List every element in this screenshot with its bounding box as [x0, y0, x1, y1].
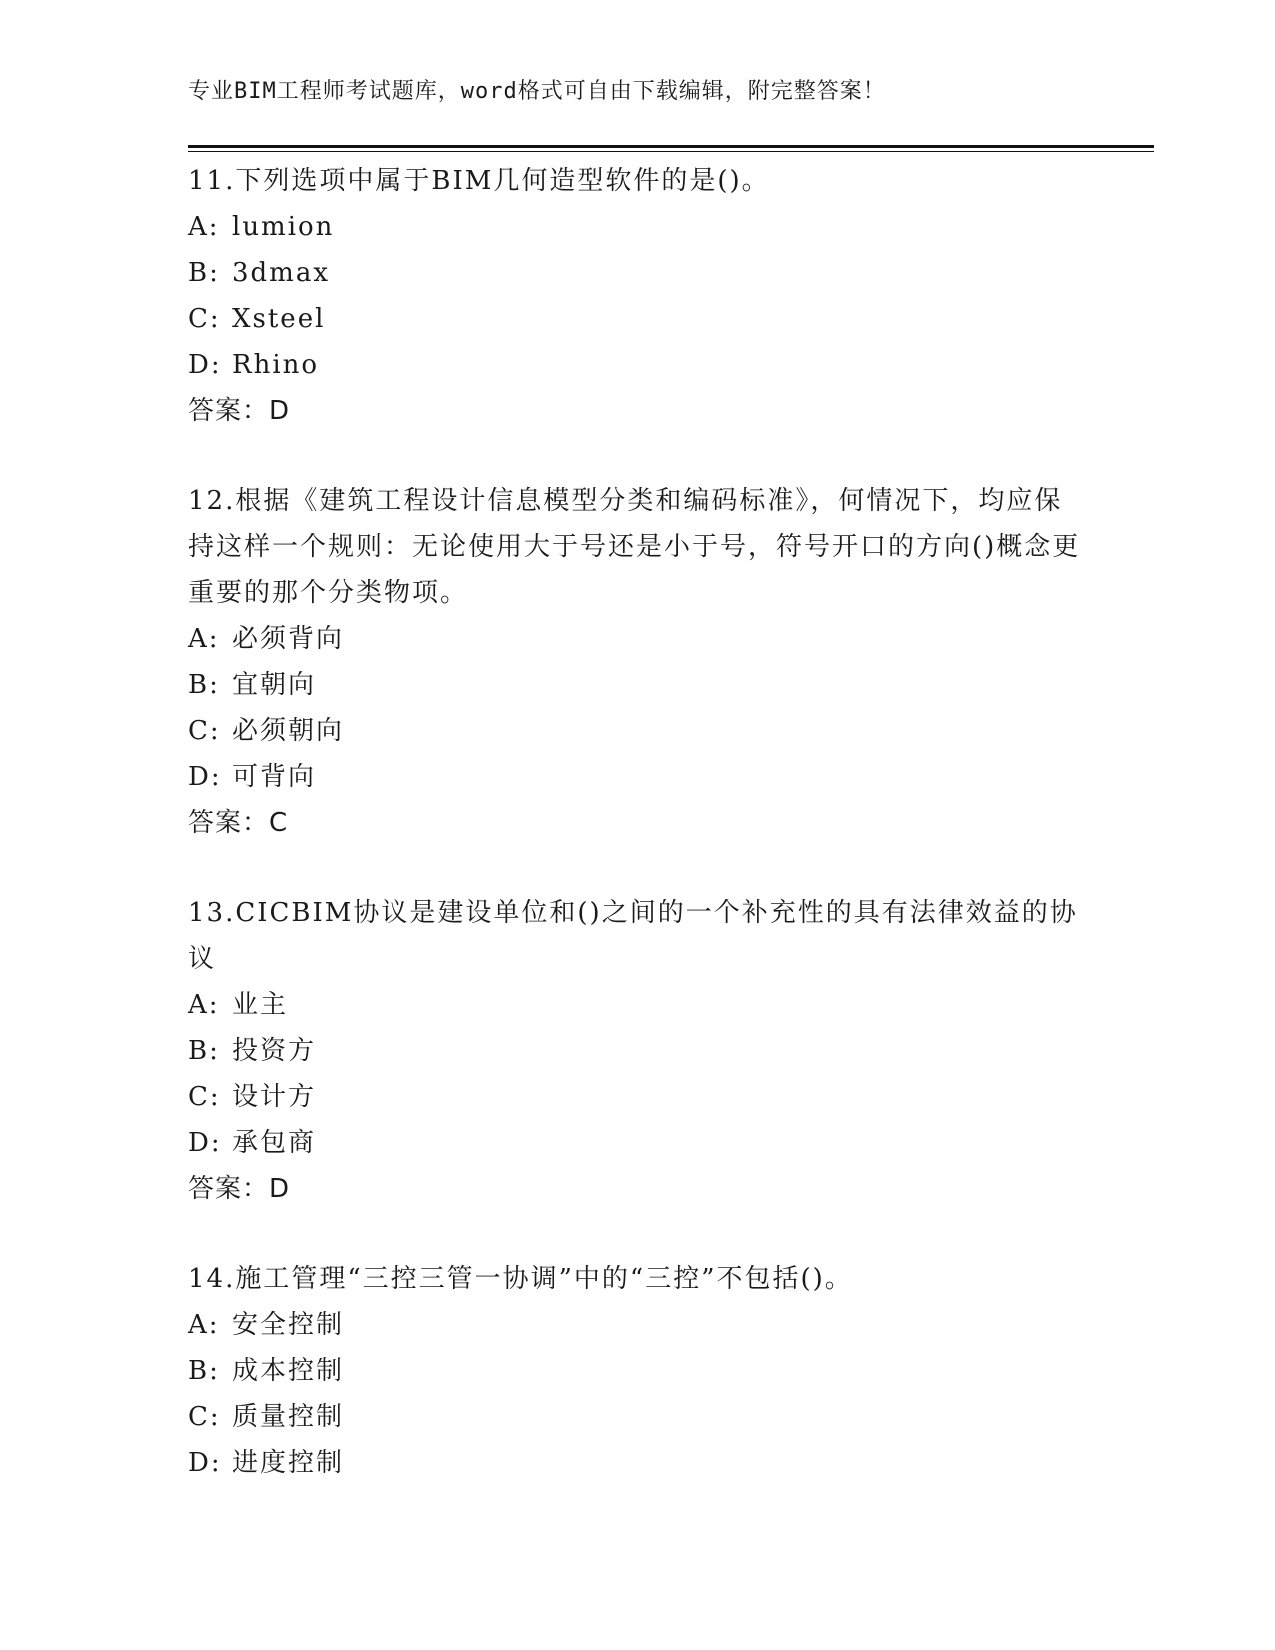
option-text: 安全控制: [232, 1310, 345, 1340]
answer-text: 答案：D: [188, 396, 291, 426]
option-d: [188, 754, 1088, 800]
option-letter: A:: [188, 1310, 220, 1340]
answer-text: 答案：C: [188, 808, 289, 838]
option-text: 宜朝向: [232, 670, 317, 700]
option-c: [188, 1394, 1088, 1440]
option-letter: D:: [188, 350, 222, 380]
answer-text: 答案：D: [188, 1174, 291, 1204]
option-letter: B:: [188, 1356, 220, 1386]
option-a: [188, 982, 1088, 1028]
question-11: [188, 158, 1088, 434]
option-letter: A:: [188, 624, 220, 654]
option-b: [188, 1348, 1088, 1394]
option-text: Xsteel: [232, 304, 326, 334]
option-letter: C:: [188, 304, 221, 334]
question-14: [188, 1256, 1088, 1486]
option-b: [188, 250, 1088, 296]
option-letter: D:: [188, 1128, 222, 1158]
option-text: 质量控制: [232, 1402, 345, 1432]
option-text: 3dmax: [232, 258, 331, 288]
option-b: [188, 1028, 1088, 1074]
option-letter: A:: [188, 990, 220, 1020]
page-header: 专业BIM工程师考试题库，word格式可自由下载编辑，附完整答案！: [188, 79, 886, 104]
option-a: [188, 204, 1088, 250]
question-13: [188, 890, 1088, 1212]
option-a: [188, 1302, 1088, 1348]
option-d: [188, 1440, 1088, 1486]
option-letter: C:: [188, 1082, 221, 1112]
option-letter: A:: [188, 212, 220, 242]
question-text: 11.下列选项中属于BIM几何造型软件的是()。: [188, 166, 770, 196]
question-list: [188, 158, 1088, 1486]
option-text: 投资方: [232, 1036, 317, 1066]
option-text: 业主: [232, 990, 289, 1020]
option-a: [188, 616, 1088, 662]
option-c: [188, 1074, 1088, 1120]
option-letter: D:: [188, 762, 222, 792]
option-text: Rhino: [232, 350, 320, 380]
option-letter: D:: [188, 1448, 222, 1478]
header-rule-thick: [188, 145, 1154, 148]
option-letter: B:: [188, 670, 220, 700]
header-rule-thin: [188, 151, 1154, 152]
option-text: lumion: [232, 212, 335, 242]
question-12: [188, 478, 1088, 846]
option-text: 承包商: [232, 1128, 317, 1158]
option-text: 可背向: [232, 762, 317, 792]
option-text: 进度控制: [232, 1448, 345, 1478]
option-letter: C:: [188, 716, 221, 746]
option-letter: B:: [188, 1036, 220, 1066]
option-c: [188, 296, 1088, 342]
option-c: [188, 708, 1088, 754]
option-text: 必须朝向: [232, 716, 345, 746]
question-text: 14.施工管理“三控三管一协调”中的“三控”不包括()。: [188, 1264, 853, 1294]
option-text: 成本控制: [232, 1356, 345, 1386]
option-letter: B:: [188, 258, 220, 288]
question-text: 13.CICBIM协议是建设单位和()之间的一个补充性的具有法律效益的协议: [188, 898, 1078, 974]
option-text: 必须背向: [232, 624, 345, 654]
option-letter: C:: [188, 1402, 221, 1432]
option-d: [188, 1120, 1088, 1166]
option-text: 设计方: [232, 1082, 317, 1112]
option-d: [188, 342, 1088, 388]
question-text: 12.根据《建筑工程设计信息模型分类和编码标准》，何情况下，均应保持这样一个规则：无论使用大于号还是小于号，符号开口的方向()概念更重要的那个分类物项。: [188, 486, 1081, 608]
option-b: [188, 662, 1088, 708]
